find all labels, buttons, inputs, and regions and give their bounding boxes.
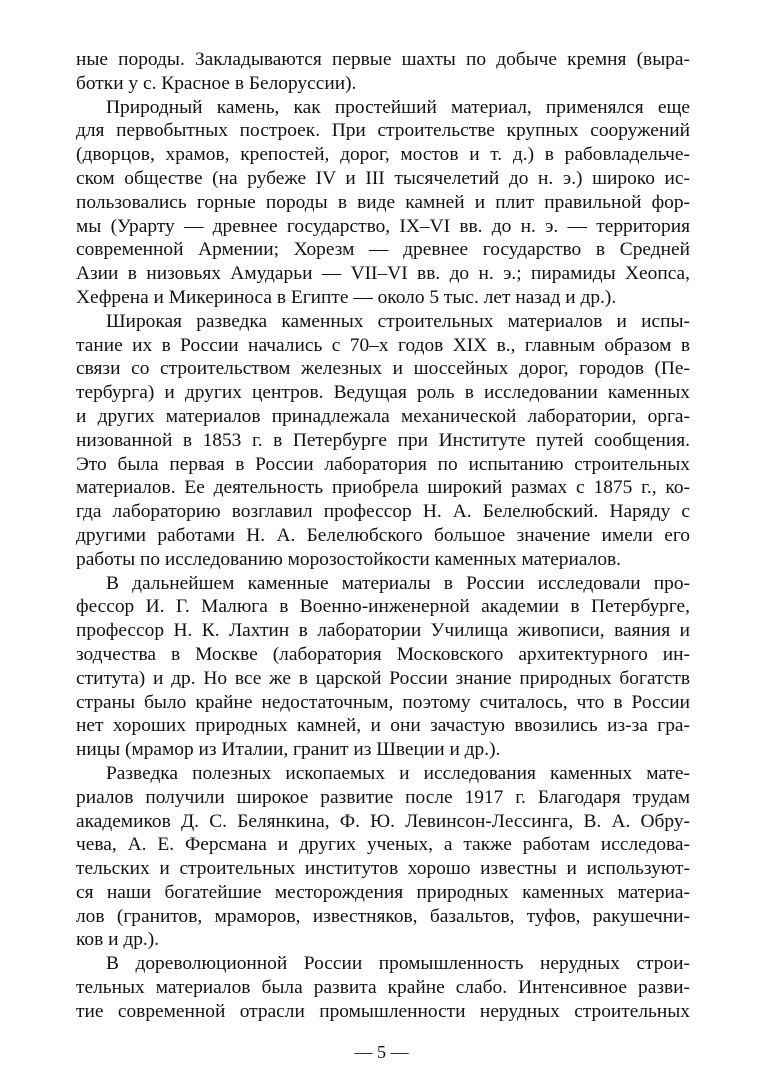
page-number: — 5 — — [354, 1042, 409, 1062]
text-line: тербурга) и других центров. Ведущая роль в исследовании каменных — [76, 382, 690, 404]
text-line: зодчества в Москве (лаборатория Московского архитектурного ин- — [76, 643, 690, 665]
text-line: тельных материалов была развита крайне слабо. Интенсивное разви- — [76, 977, 690, 999]
text-line: Хефрена и Микериноса в Египте — около 5 тыс. лет назад и др.). — [76, 286, 617, 308]
text-line: чева, А. Е. Ферсмана и других ученых, а также работам исследова- — [76, 834, 690, 856]
text-line: риалов получили широкое развитие после 1917 г. Благодаря трудам — [76, 786, 690, 808]
text-line: тание их в России начались с 70–х годов XIX в., главным образом в — [76, 334, 690, 356]
text-line: Азии в низовьях Амударьи — VII–VI вв. до н. э.; пирамиды Хеопса, — [76, 263, 690, 285]
text-line: ся наши богатейшие месторождения природных каменных материа- — [76, 881, 690, 903]
paragraph — [76, 48, 690, 96]
text-line: ститута) и др. Но все же в царской России знание природных богатств — [76, 667, 690, 689]
paragraph — [76, 96, 690, 310]
paragraph — [76, 572, 690, 762]
text-body — [76, 48, 690, 1024]
text-line: В дальнейшем каменные материалы в России исследовали про- — [106, 572, 690, 594]
text-line: ков и др.). — [76, 929, 160, 951]
text-line: Природный камень, как простейший материал, применялся еще — [106, 96, 690, 118]
text-line: работы по исследованию морозостойкости каменных материалов. — [76, 548, 622, 570]
text-line: тельских и строительных институтов хорошо известны и используют- — [76, 858, 690, 880]
text-line: Широкая разведка каменных строительных материалов и испы- — [106, 310, 690, 332]
text-line: (дворцов, храмов, крепостей, дорог, мостов и т. д.) в рабовладельче- — [76, 144, 690, 166]
text-line: Это была первая в России лаборатория по испытанию строительных — [76, 453, 690, 475]
text-line: фессор И. Г. Малюга в Военно-инженерной академии в Петербурге, — [76, 596, 690, 618]
text-line: лов (гранитов, мраморов, известняков, базальтов, туфов, ракушечни- — [76, 905, 690, 927]
text-line: гда лабораторию возглавил профессор Н. А. Белелюбский. Наряду с — [76, 501, 690, 523]
text-line: другими работами Н. А. Белелюбского большое значение имели его — [76, 524, 690, 546]
text-line: и других материалов принадлежала механической лаборатории, орга- — [76, 405, 690, 427]
text-line: Разведка полезных ископаемых и исследования каменных мате- — [106, 762, 690, 784]
text-line: профессор Н. К. Лахтин в лаборатории Училища живописи, ваяния и — [76, 620, 690, 642]
text-line: современной Армении; Хорезм — древнее государство в Средней — [76, 239, 690, 261]
text-line: ницы (мрамор из Италии, гранит из Швеции и др.). — [76, 739, 501, 761]
text-line: для первобытных построек. При строительстве крупных сооружений — [76, 120, 690, 142]
text-line: пользовались горные породы в виде камней и плит правильной фор- — [76, 191, 690, 213]
text-line: академиков Д. С. Белянкина, Ф. Ю. Левинсон-Лессинга, В. А. Обру- — [76, 810, 690, 832]
text-line: низованной в 1853 г. в Петербурге при Институте путей сообщения. — [76, 429, 690, 451]
text-line: тие современной отрасли промышленности нерудных строительных — [76, 1000, 690, 1022]
paragraph — [76, 310, 690, 572]
paragraph — [76, 762, 690, 952]
text-line: материалов. Ее деятельность приобрела широкий размах с 1875 г., ко- — [76, 477, 690, 499]
text-line: ные породы. Закладываются первые шахты по добыче кремня (выра- — [76, 49, 690, 70]
paragraph — [76, 952, 690, 1023]
text-line: мы (Урарту — древнее государство, IX–VI вв. до н. э. — территория — [76, 215, 690, 237]
text-line: связи со строительством железных и шоссейных дорог, городов (Пе- — [76, 358, 690, 380]
text-line: страны было крайне недостаточным, поэтому считалось, что в России — [76, 691, 690, 713]
text-line: ском обществе (на рубеже IV и III тысячелетий до н. э.) широко ис- — [76, 167, 690, 189]
text-line: ботки у с. Красное в Белоруссии). — [76, 72, 357, 94]
text-line: В дореволюционной России промышленность нерудных строи- — [106, 953, 690, 975]
text-line: нет хороших природных камней, и они зачастую ввозились из-за гра- — [76, 715, 690, 737]
